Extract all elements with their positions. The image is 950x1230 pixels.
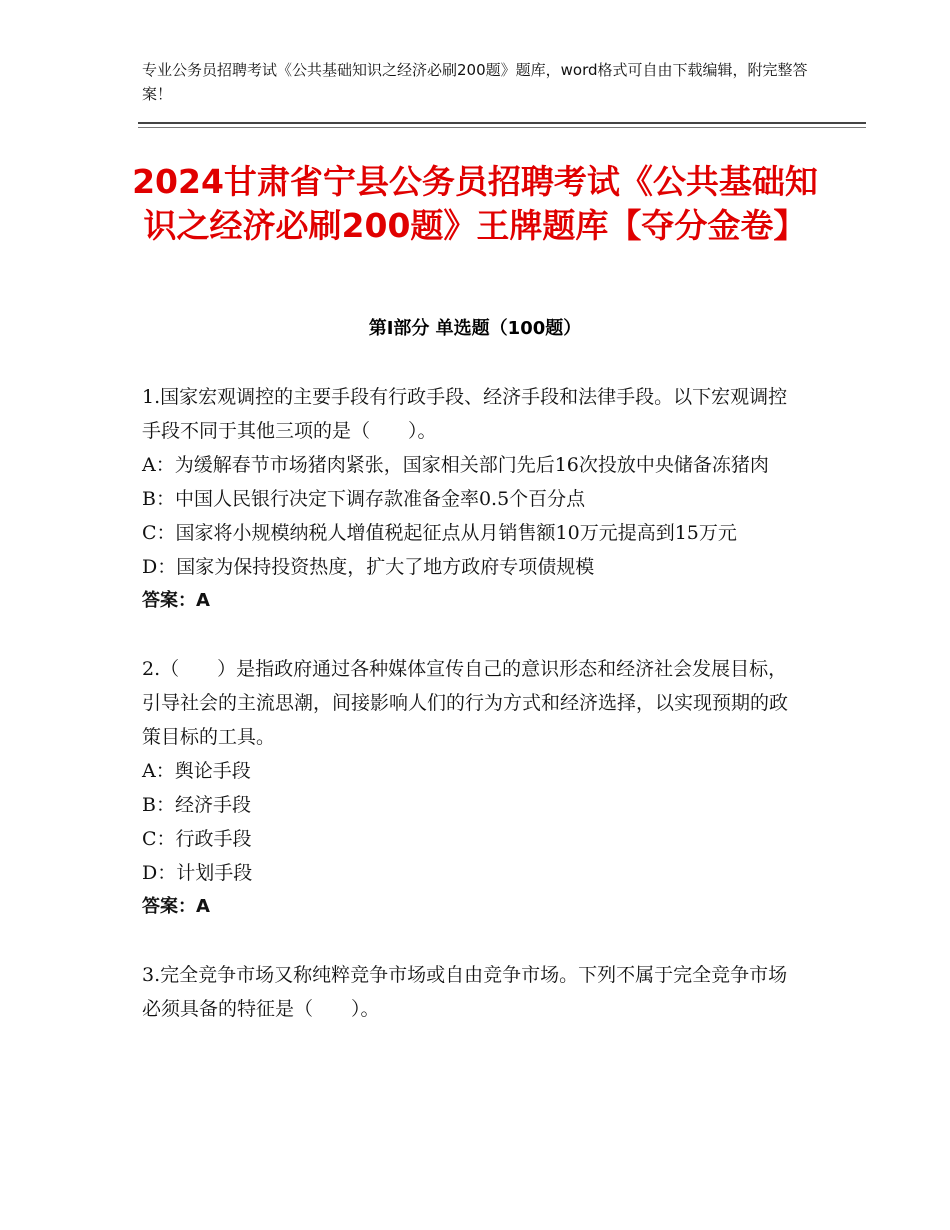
question-stem: 2.（ ）是指政府通过各种媒体宣传自己的意识形态和经济社会发展目标，引导社会的主流思潮，间接影响人们的行为方式和经济选择，以实现预期的政策目标的工具。 — [142, 658, 789, 748]
document-title: 2024甘肃省宁县公务员招聘考试《公共基础知识之经济必刷200题》王牌题库【夺分金卷】 — [132, 162, 818, 245]
question-stem: 3.完全竞争市场又称纯粹竞争市场或自由竞争市场。下列不属于完全竞争市场必须具备的特征是（ ）。 — [142, 964, 788, 1020]
option-d: D：计划手段 — [142, 862, 253, 884]
option-b: B：经济手段 — [142, 794, 251, 816]
header-divider-thin — [138, 127, 866, 128]
option-a: A：为缓解春节市场猪肉紧张，国家相关部门先后16次投放中央储备冻猪肉 — [142, 454, 769, 476]
question-stem: 1.国家宏观调控的主要手段有行政手段、经济手段和法律手段。以下宏观调控手段不同于其他三项的是（ ）。 — [142, 386, 788, 442]
option-a: A：舆论手段 — [142, 760, 251, 782]
answer: 答案：A — [142, 896, 210, 917]
question-1 — [142, 380, 802, 618]
option-c: C：国家将小规模纳税人增值税起征点从月销售额10万元提高到15万元 — [142, 522, 737, 544]
header-note: 专业公务员招聘考试《公共基础知识之经济必刷200题》题库，word格式可自由下载编辑，附完整答案！ — [142, 61, 808, 103]
answer: 答案：A — [142, 590, 210, 611]
section-heading: 第Ⅰ部分 单选题（100题） — [368, 318, 582, 339]
header-divider-thick — [138, 122, 866, 124]
option-b: B：中国人民银行决定下调存款准备金率0.5个百分点 — [142, 488, 586, 510]
question-list — [142, 380, 802, 1060]
option-d: D：国家为保持投资热度，扩大了地方政府专项债规模 — [142, 556, 595, 578]
question-2 — [142, 652, 802, 924]
question-3 — [142, 958, 802, 1026]
option-c: C：行政手段 — [142, 828, 252, 850]
